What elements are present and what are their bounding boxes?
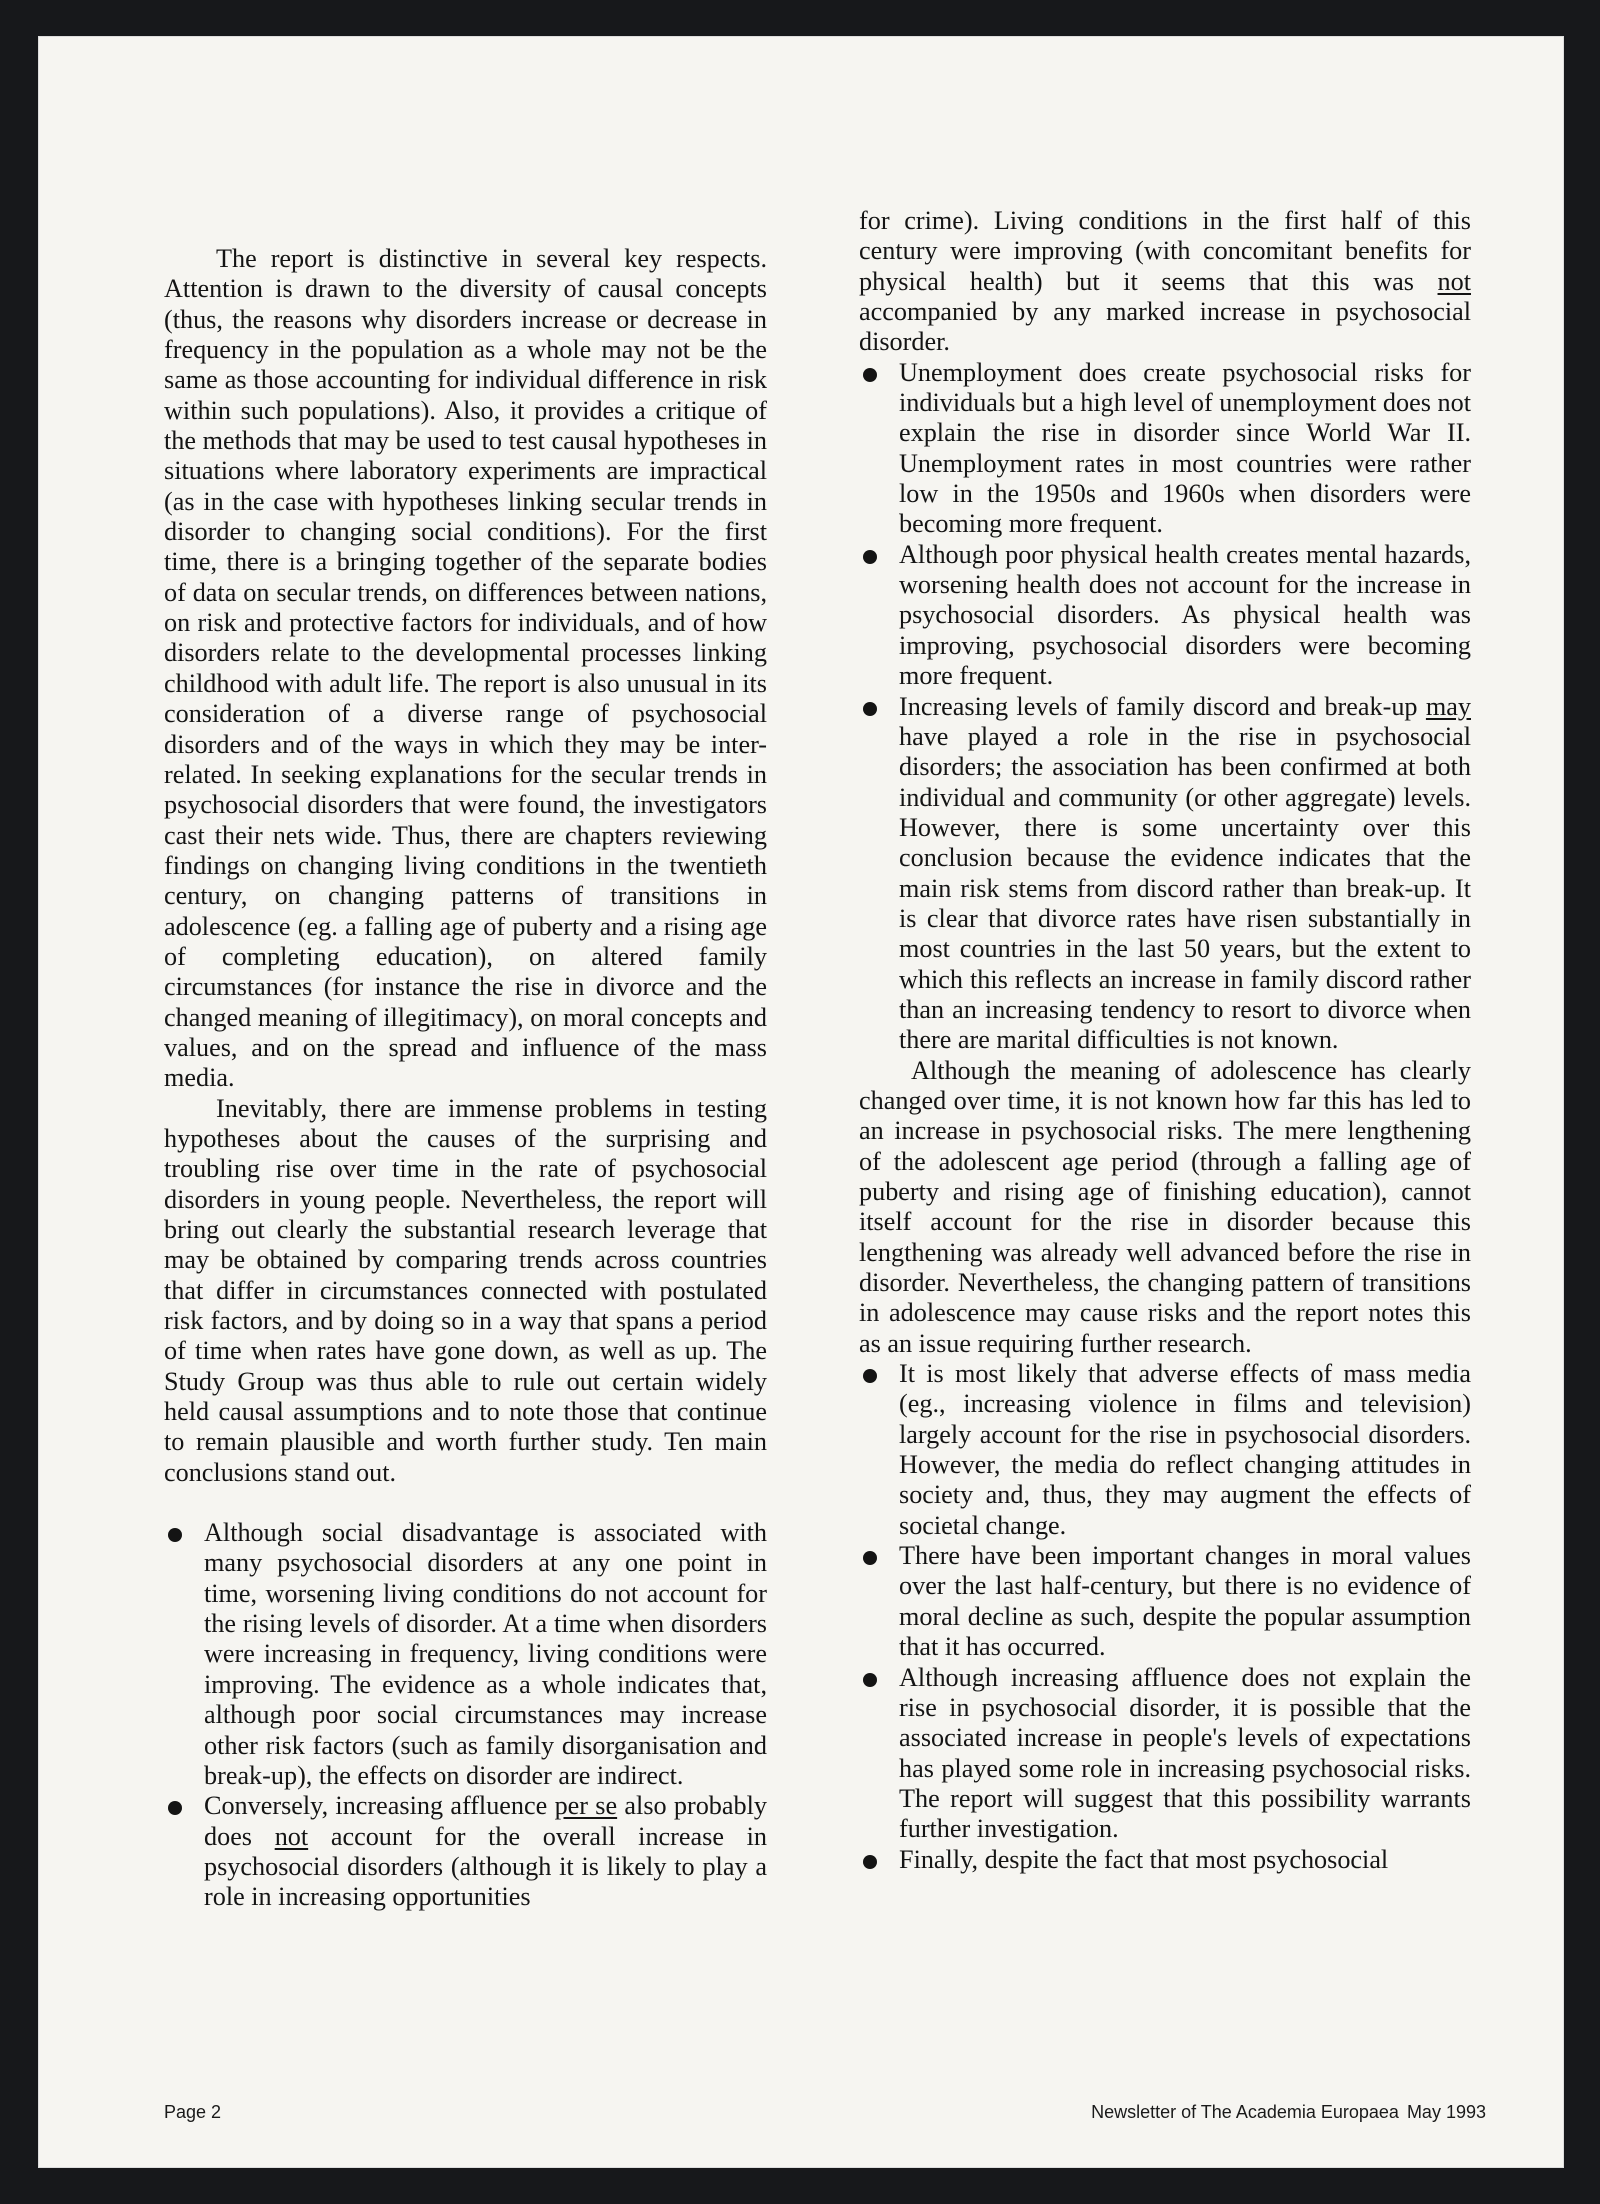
bullet-icon (863, 702, 877, 716)
bullet-icon (863, 1855, 877, 1869)
conclusions-list-left (164, 1518, 767, 1912)
publication-name: Newsletter of The Academia Europaea (1091, 2102, 1399, 2122)
underlined-text: not (274, 1821, 309, 1851)
bullet-icon (863, 1551, 877, 1565)
conclusion-item: Although poor physical health creates mental hazards, worsening health does not account for the increase in psychosocial disorders. As physical health was improving, psychosocial disorders were becoming more frequent. (859, 540, 1471, 692)
page-number: Page 2 (164, 2102, 222, 2122)
publication-date: May 1993 (1406, 2102, 1486, 2122)
underlined-text: may (1425, 691, 1471, 721)
conclusions-list-right-b (859, 1359, 1471, 1875)
bullet-icon (168, 1528, 182, 1542)
paragraph-adolescence: Although the meaning of adolescence has clearly changed over time, it is not known how far this has led to an increase in psychosocial risks. The mere lengthening of the adolescent age period (through a falling age of puberty and rising age of finishing education), cannot itself account for the rise in disorder because this lengthening was already well advanced before the rise in disorder. Nevertheless, the changing pattern of transitions in adolescence may cause risks and the report notes this as an issue requiring further research. (859, 1055, 1471, 1358)
bullet-icon (168, 1801, 182, 1815)
publication-footer (1091, 2102, 1486, 2123)
paragraph-continued: for crime). Living conditions in the first half of this century were improving (with concomitant benefits for physical health) but it seems that this was not accompanied by any marked increase in psychosocial disorder. (859, 206, 1471, 357)
bullet-icon (863, 1673, 877, 1687)
bullet-icon (863, 1369, 877, 1383)
bullet-icon (863, 368, 877, 382)
conclusion-item: Conversely, increasing affluence per se also probably does not account for the overall increase in psychosocial disorders (although it is likely to play a role in increasing opportunities (164, 1791, 767, 1912)
conclusions-list-right-a (859, 358, 1471, 1056)
conclusion-item: Although increasing affluence does not explain the rise in psychosocial disorder, it is possible that the associated increase in people's levels of expectations has played some role in increasing psychosocial risks. The report will suggest that this possibility warrants further investigation. (859, 1663, 1471, 1845)
paragraph-hypotheses: Inevitably, there are immense problems in testing hypotheses about the causes of the surprising and troubling rise over time in the rate of psychosocial disorders in young people. Nevertheless, the report will bring out clearly the substantial research leverage that may be obtained by comparing trends across countries that differ in circumstances connected with postulated risk factors, and by doing so in a way that spans a period of time when rates have gone down, as well as up. The Study Group was thus able to rule out certain widely held causal assumptions and to note those that continue to remain plausible and worth further study. Ten main conclusions stand out. (164, 1093, 767, 1487)
underlined-text: per se (554, 1791, 618, 1821)
conclusion-item: It is most likely that adverse effects of mass media (eg., increasing violence in films and television) largely account for the rise in psychosocial disorders. However, the media do reflect changing attitudes in society and, thus, they may augment the effects of societal change. (859, 1359, 1471, 1541)
conclusion-item: Increasing levels of family discord and break-up may have played a role in the rise in psychosocial disorders; the association has been confirmed at both individual and community (or other aggregate) levels. However, there is some uncertainty over this conclusion because the evidence indicates that the main risk stems from discord rather than break-up. It is clear that divorce rates have risen substantially in most countries in the last 50 years, but the extent to which this reflects an increase in family discord rather than an increasing tendency to resort to divorce when there are marital difficulties is not known. (859, 692, 1471, 1056)
left-column (164, 244, 767, 1913)
right-column (859, 206, 1471, 1875)
bullet-icon (863, 550, 877, 564)
page-sheet (38, 36, 1564, 2168)
conclusion-item: Finally, despite the fact that most psychosocial (859, 1845, 1471, 1875)
underlined-text: not (1437, 266, 1471, 296)
conclusion-item: There have been important changes in moral values over the last half-century, but there is no evidence of moral decline as such, despite the popular assumption that it has occurred. (859, 1541, 1471, 1662)
paragraph-intro: The report is distinctive in several key respects. Attention is drawn to the diversity of causal concepts (thus, the reasons why disorders increase or decrease in frequency in the population as a whole may not be the same as those accounting for individual difference in risk within such populations). Also, it provides a critique of the methods that may be used to test causal hypotheses in situations where laboratory experiments are impractical (as in the case with hypotheses linking secular trends in disorder to changing social conditions). For the first time, there is a bringing together of the separate bodies of data on secular trends, on differences between nations, on risk and protective factors for individuals, and of how disorders relate to the developmental processes linking childhood with adult life. The report is also unusual in its consideration of a diverse range of psychosocial disorders and of the ways in which they may be inter-related. In seeking explanations for the secular trends in psychosocial disorders that were found, the investigators cast their nets wide. Thus, there are chapters reviewing findings on changing living conditions in the twentieth century, on changing patterns of transitions in adolescence (eg. a falling age of puberty and a rising age of completing education), on altered family circumstances (for instance the rise in divorce and the changed meaning of illegitimacy), on moral concepts and values, and on the spread and influence of the mass media. (164, 244, 767, 1093)
conclusion-item: Although social disadvantage is associated with many psychosocial disorders at any one point in time, worsening living conditions do not account for the rising levels of disorder. At a time when disorders were increasing in frequency, living conditions were improving. The evidence as a whole indicates that, although poor social circumstances may increase other risk factors (such as family disorganisation and break-up), the effects on disorder are indirect. (164, 1518, 767, 1791)
conclusion-item: Unemployment does create psychosocial risks for individuals but a high level of unemployment does not explain the rise in disorder since World War II. Unemployment rates in most countries were rather low in the 1950s and 1960s when disorders were becoming more frequent. (859, 358, 1471, 540)
